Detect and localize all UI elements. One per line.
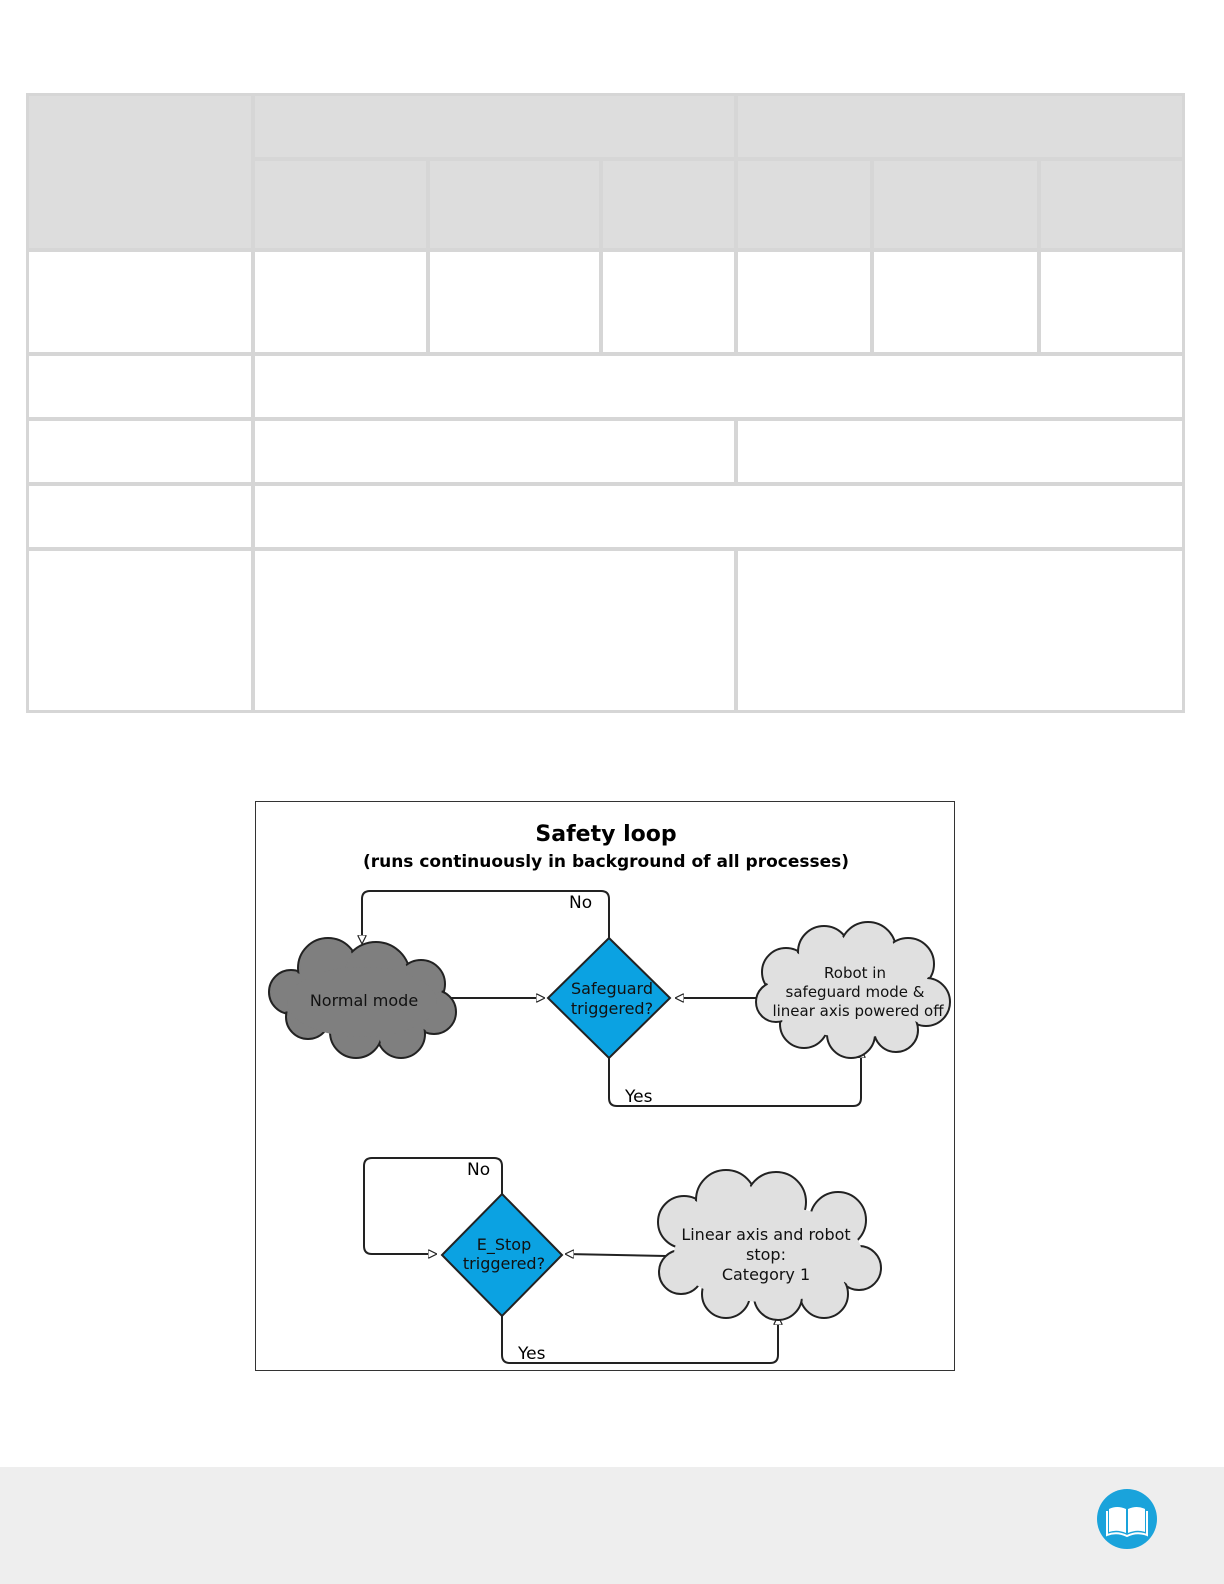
table-cell (29, 421, 251, 482)
table-cell (1041, 252, 1182, 352)
table-cell (255, 551, 734, 710)
table-cell (29, 252, 251, 352)
header-sub-cell-5 (874, 161, 1037, 248)
safeguard-result-line-3: linear axis powered off (772, 1002, 944, 1020)
table-cell (255, 421, 734, 482)
estop-result-line-3: Category 1 (721, 1265, 811, 1284)
table-cell (255, 252, 426, 352)
table-cell (29, 486, 251, 547)
table-cell (738, 421, 1182, 482)
table-cell (29, 551, 251, 710)
header-corner-cell (29, 96, 251, 248)
normal-mode-label: Normal mode (309, 991, 419, 1010)
table-cell (603, 252, 734, 352)
estop-decision (442, 1194, 562, 1316)
header-sub-cell-3 (603, 161, 734, 248)
table-grid (26, 93, 1185, 713)
header-sub-cell-2 (430, 161, 599, 248)
diagram-subtitle: (runs continuously in background of all processes) (362, 852, 850, 872)
header-sub-cell-1 (255, 161, 426, 248)
estop-result-line-1: Linear axis and robot (681, 1225, 851, 1244)
safeguard-line-1: Safeguard (571, 979, 653, 998)
normal-mode-cloud (269, 938, 456, 1058)
table-cell (430, 252, 599, 352)
header-sub-cell-6 (1041, 161, 1182, 248)
safeguard-result-line-1: Robot in (824, 964, 886, 982)
header-group-cell-2 (738, 96, 1182, 157)
safeguard-result-cloud (756, 922, 950, 1058)
table-cell (738, 252, 870, 352)
safeguard-line-2: triggered? (570, 999, 654, 1018)
estop-line-1: E_Stop (476, 1235, 532, 1254)
table-cell (738, 551, 1182, 710)
table-cell (255, 486, 1182, 547)
label-no-1: No (569, 893, 593, 913)
safeguard-result-line-2: safeguard mode & (785, 983, 925, 1001)
diagram-title: Safety loop (535, 822, 677, 847)
book-icon[interactable] (1097, 1489, 1157, 1549)
estop-result-cloud (658, 1170, 881, 1320)
safeguard-decision (548, 938, 670, 1058)
header-sub-cell-4 (738, 161, 870, 248)
table-cell (29, 356, 251, 417)
estop-line-2: triggered? (462, 1254, 546, 1273)
estop-result-line-2: stop: (746, 1245, 786, 1264)
label-no-2: No (467, 1160, 491, 1180)
page-footer (0, 1467, 1224, 1584)
header-group-cell-1 (255, 96, 734, 157)
table-cell (255, 356, 1182, 417)
label-yes-1: Yes (625, 1087, 653, 1107)
safety-loop-diagram (255, 801, 955, 1371)
connector-result-to-estop (566, 1254, 666, 1256)
label-yes-2: Yes (518, 1344, 546, 1364)
table-cell (874, 252, 1037, 352)
